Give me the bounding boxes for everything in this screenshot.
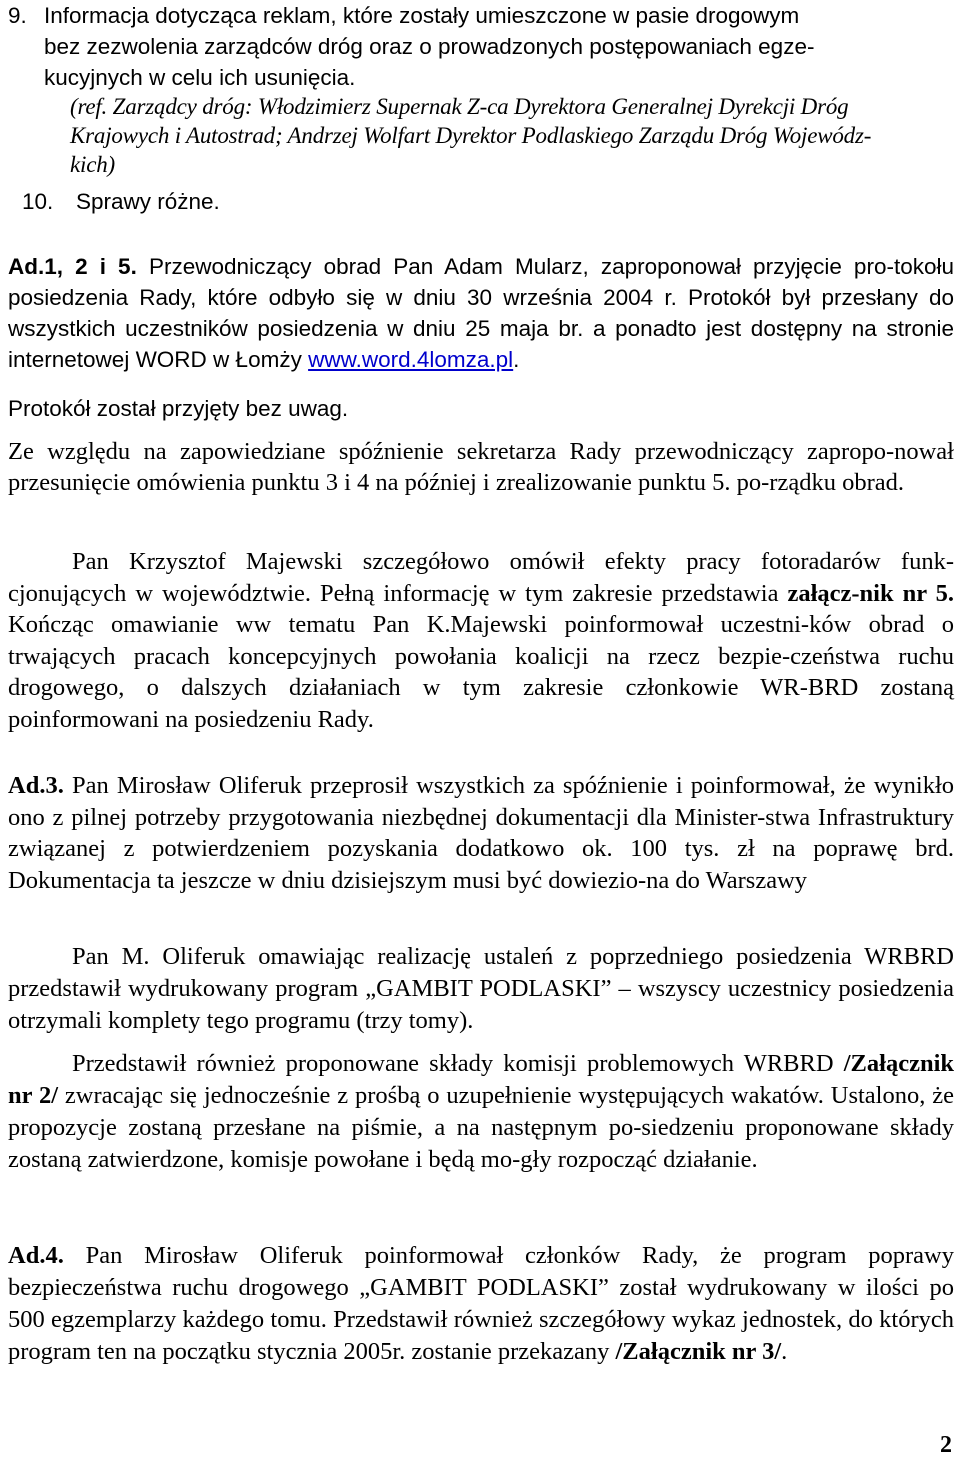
minutes-ad4 [8, 1240, 954, 1368]
item-title-line: kucyjnych w celu ich usunięcia. [44, 65, 356, 90]
section-label: Ad.3. [8, 772, 64, 799]
attachment-reference: /Załącznik nr 2/ [8, 1050, 954, 1109]
section-text-end: . [781, 1338, 788, 1365]
item-title: Sprawy różne. [76, 189, 220, 214]
section-text: Pan Mirosław Oliferuk poinformował członków Rady, że program poprawy bezpieczeństwa ruchu drogowego „GAMBIT PODLASKI” został wydrukowany w ilości po 500 egzemplarzy każdego tomu. Przedstawił również szczegółowy wykaz jednostek, do których program ten na początku stycznia 2005r. zostanie przekazany [8, 1242, 954, 1365]
paragraph-text: Przedstawił również proponowane składy komisji problemowych WRBRD [72, 1050, 844, 1077]
attachment-reference: załącz-nik nr 5. [787, 579, 954, 607]
item-number: 9. [8, 3, 27, 28]
paragraph-text: zwracając się jednocześnie z prośbą o uzupełnienie występujących wakatów. Ustalono, że propozycje zostaną przesłane na piśmie, a na następnym po-siedzeniu proponowane składy zostaną zatwierdzone, komisje powołane i będą mo-gły rozpocząć działanie. [8, 1082, 954, 1173]
section-text: Pan Mirosław Oliferuk przeprosił wszystkich za spóźnienie i poinformował, że wynikło ono z pilnej potrzeby przygotowania niezbędnej dokumentacji dla Minister-stwa Infrastruktury związanej z potwierdzeniem pozyskania dodatkowo ok. 100 tys. zł na poprawę brd. Dokumentacja ta jeszcze w dniu dzisiejszym musi być dowiezio-na do Warszawy [8, 772, 954, 894]
item-number: 10. [22, 189, 54, 214]
item-title-line: Informacja dotycząca reklam, które zostały umieszczone w pasie drogowym [44, 3, 800, 28]
paragraph-komisje [8, 1048, 954, 1176]
attachment-reference: /Załącznik nr 3/ [615, 1338, 782, 1365]
section-label: Ad.4. [8, 1242, 64, 1269]
paragraph-text: Kończąc omawianie ww tematu Pan K.Majewski poinformował uczestni-ków obrad o trwających pracach koncepcyjnych powołania koalicji na rzecz bezpie-czeństwa ruchu drogowego, o dalszych działaniach w tym zakresie członkowie WR-BRD zostaną poinformowani na posiedzeniu Rady. [8, 611, 954, 733]
section-text-end: . [513, 347, 520, 372]
ref-line: (ref. Zarządcy dróg: Włodzimierz Supernak Z-ca Dyrektora Generalnej Dyrekcji Dróg [70, 94, 849, 119]
protocol-accepted: Protokół został przyjęty bez uwag. [8, 396, 349, 421]
paragraph-text: Pan Krzysztof Majewski szczegółowo omówił efekty pracy fotoradarów funk-cjonujących w województwie. Pełną informację w tym zakresie przedstawia [8, 548, 954, 607]
paragraph-majewski [8, 546, 954, 735]
agenda-item-10 [22, 187, 220, 218]
agenda-item-9-title [8, 0, 956, 93]
ref-line: Krajowych i Autostrad; Andrzej Wolfart Dyrektor Podlaskiego Zarządu Dróg Wojewódz- [70, 123, 872, 148]
section-text: Przewodniczący obrad Pan Adam Mularz, zaproponował przyjęcie pro-tokołu posiedzenia Rady, które odbyło się w dniu 30 września 2004 r. Protokół był przesłany do wszystkich uczestników posiedzenia w dniu 25 maja br. a ponadto jest dostępny na stronie internetowej WORD w Łomży [8, 254, 954, 372]
ref-line: kich) [70, 152, 115, 177]
agenda-item-9 [8, 0, 956, 179]
paragraph-delay: Ze względu na zapowiedziane spóźnienie sekretarza Rady przewodniczący zapropo-nował przesunięcie omówienia punktu 3 i 4 na później i zrealizowanie punktu 5. po-rządku obrad. [8, 438, 954, 496]
item-title-line: bez zezwolenia zarządców dróg oraz o prowadzonych postępowaniach egze- [44, 34, 815, 59]
paragraph-gambit: Pan M. Oliferuk omawiając realizację ustaleń z poprzedniego posiedzenia WRBRD przedstawił wydrukowany program „GAMBIT PODLASKI” – wszyscy uczestnicy posiedzenia otrzymali komplety tego programu (trzy tomy). [8, 943, 954, 1034]
agenda-item-9-ref [8, 92, 956, 179]
minutes-ad1 [8, 251, 954, 375]
minutes-ad3 [8, 770, 954, 896]
page-number: 2 [940, 1432, 952, 1458]
website-link[interactable]: www.word.4lomza.pl [308, 347, 514, 372]
section-label: Ad.1, 2 i 5. [8, 254, 137, 279]
